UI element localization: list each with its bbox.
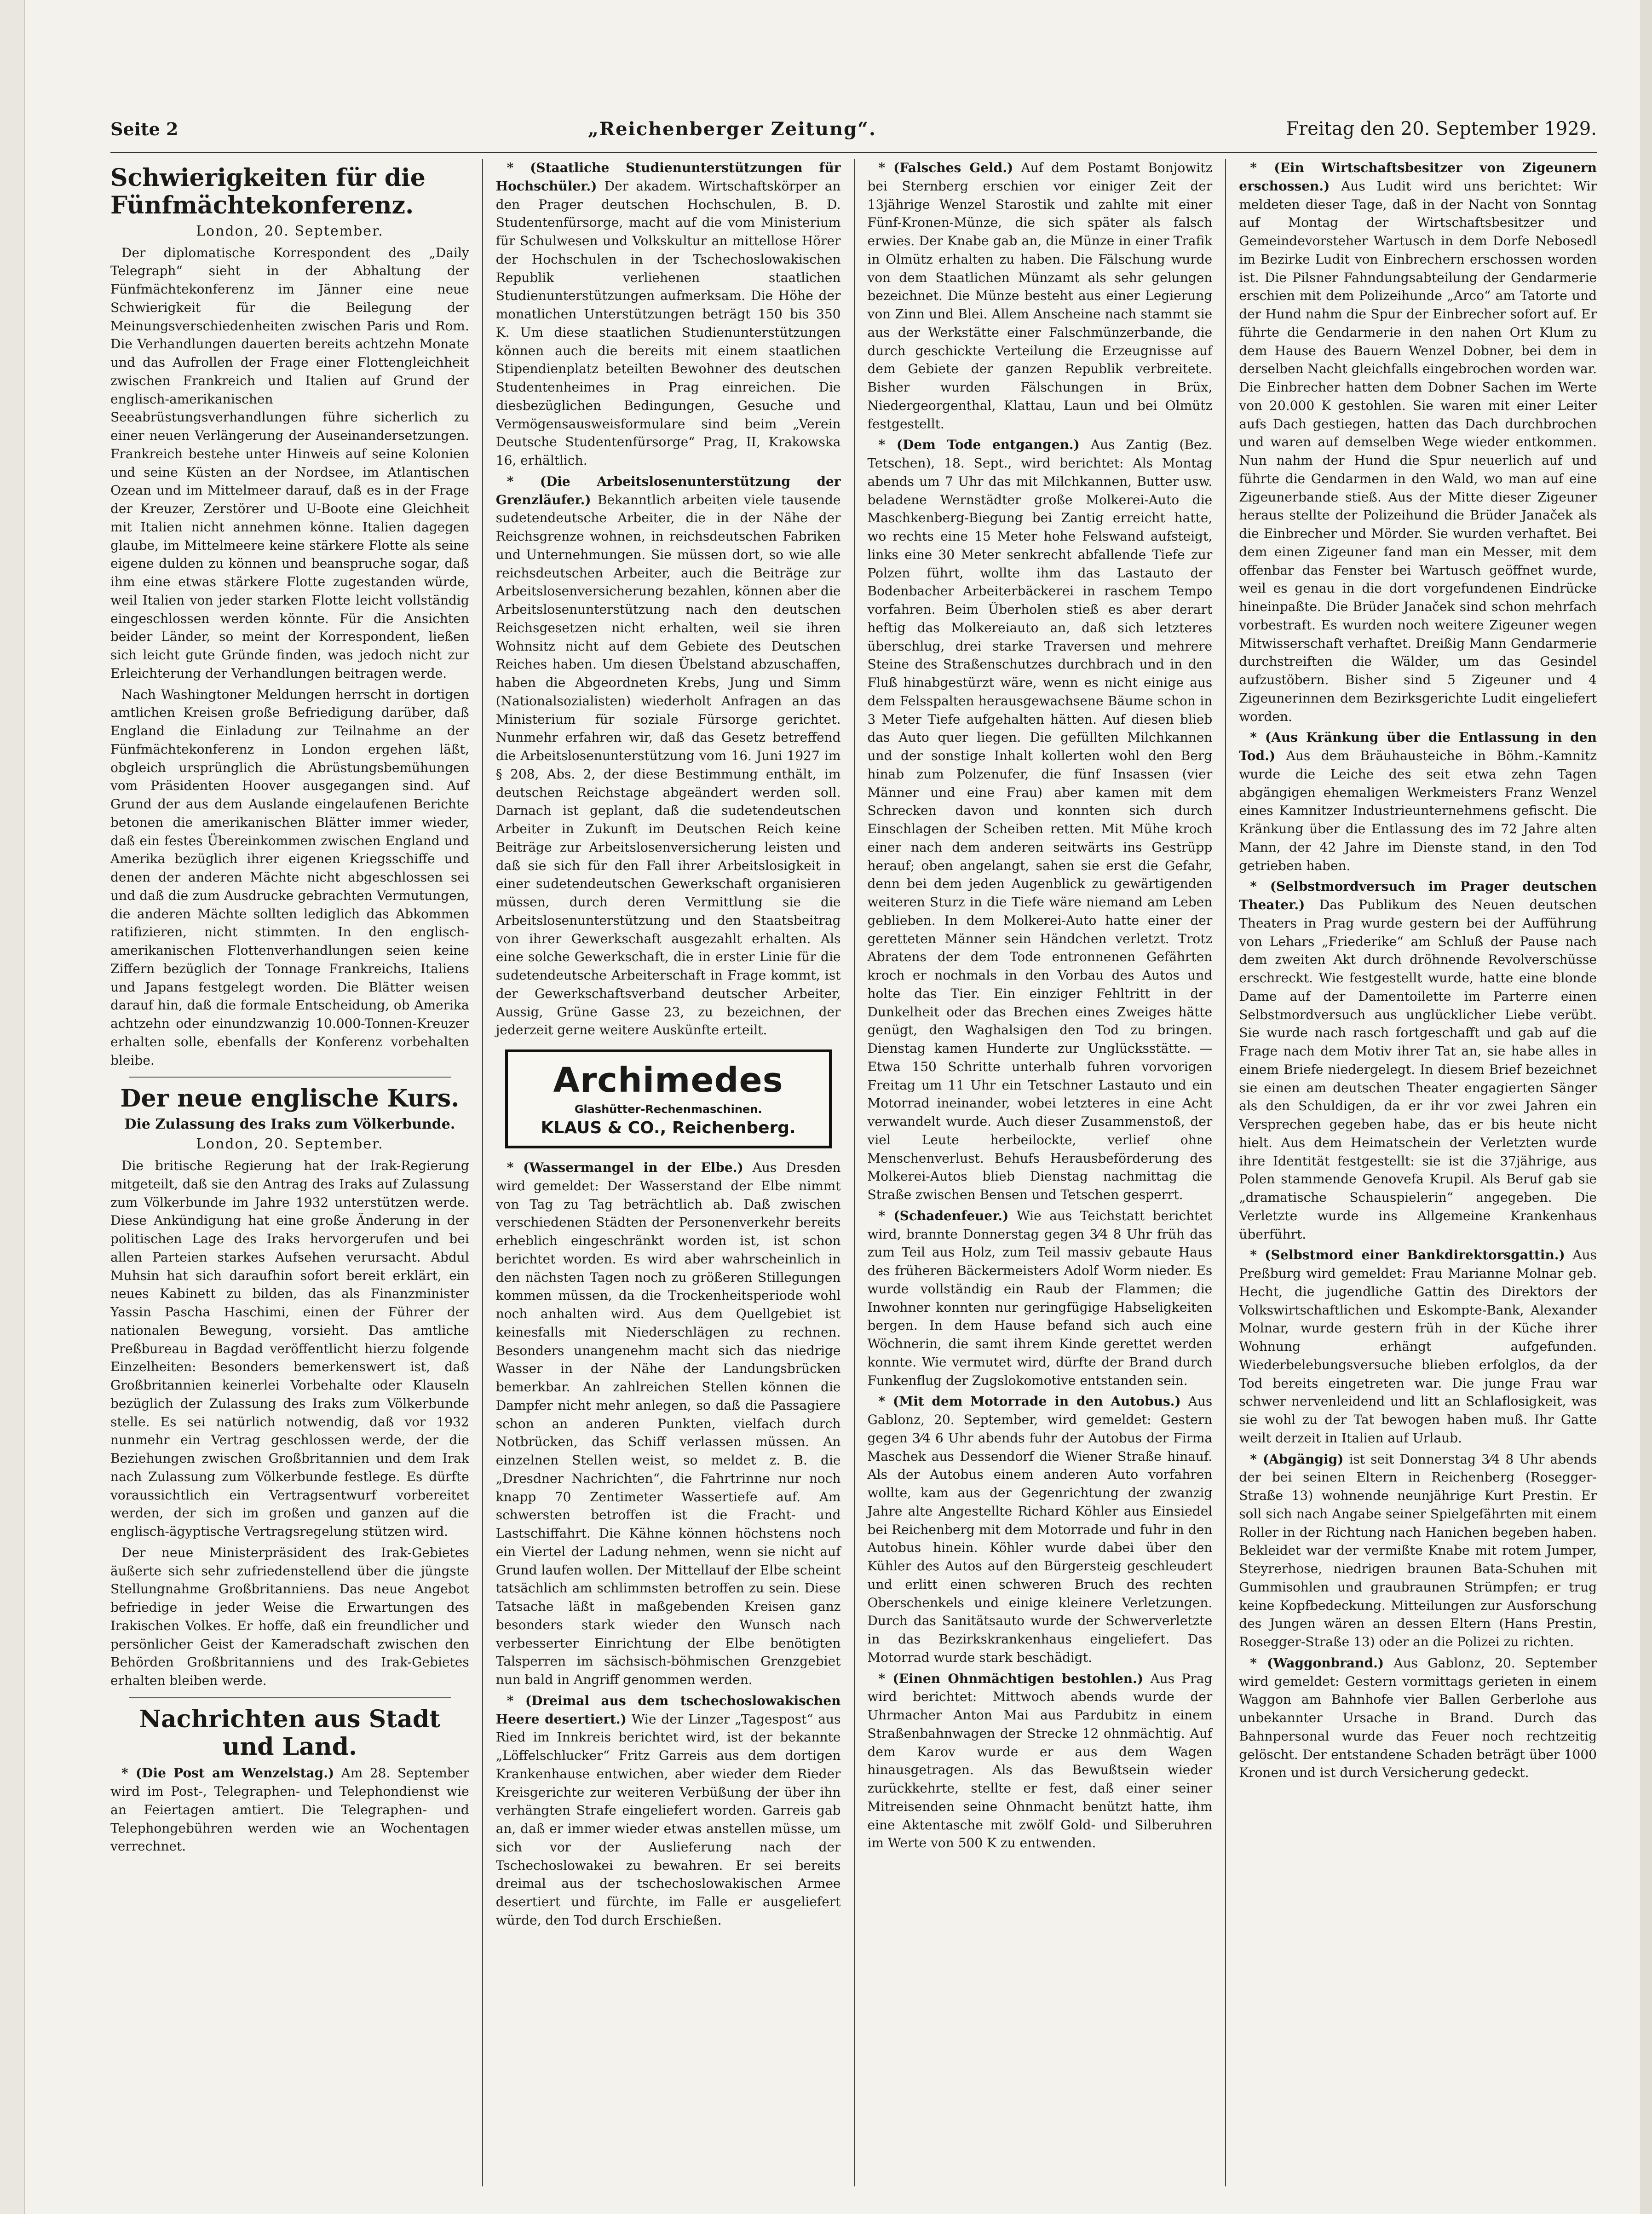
column-4 bbox=[1225, 159, 1597, 2186]
news-item-title: * (Waggonbrand.) bbox=[1250, 1655, 1384, 1671]
news-item-text: Aus Gablonz, 20. September, wird gemeldet: Gestern gegen 3⁄4 6 Uhr abends fuhr der Autobus der Firma Maschek aus Dessendorf die Wiener Straße hinauf. Als der Autobus einem anderen Auto vorfahren wollte, kam aus der Gegenrichtung der zwanzig Jahre alte Angestellte Richard Köhler aus Einsiedel bei Reichenberg mit dem Motorrade und fuhr in den Autobus hinein. Köhler wurde dabei über den Kühler des Autos auf den Bürgersteig geschleudert und erlitt einen schweren Bruch des rechten Oberschenkels und einige kleinere Verletzungen. Durch das Sanitätsauto wurde der Schwerverletzte in das Bezirkskrankenhaus eingeliefert. Das Motorrad wurde stark beschädigt. bbox=[867, 1394, 1213, 1665]
advertisement-box bbox=[505, 1049, 832, 1148]
column-1 bbox=[110, 159, 482, 2186]
columns bbox=[110, 159, 1597, 2186]
article-headline: Der neue englische Kurs. bbox=[120, 1084, 460, 1113]
left-scan-margin bbox=[0, 0, 25, 2214]
news-item bbox=[110, 1764, 469, 1856]
news-item-text: Aus Preßburg wird gemeldet: Frau Marianne Molnar geb. Hecht, die jugendliche Gattin des Direktors der Volkswirtschaftlichen und Eskompte-Bank, Alexander Molnar, wurde gestern früh in der Küche ihrer Wohnung erhängt aufgefunden. Wiederbelebungsversuche blieben erfolglos, da der Tod bereits eingetreten war. Die junge Frau war schwer nervenleidend und litt an Schlaflosigkeit, was sie wohl zu der Tat bewogen haben muß. Ihr Gatte weilt derzeit in Italien auf Urlaub. bbox=[1239, 1247, 1597, 1446]
news-item-title: * (Ein Wirtschaftsbesitzer von Zigeunern erschossen.) bbox=[1239, 160, 1597, 194]
news-item bbox=[868, 1207, 1213, 1390]
news-item-text: Aus Prag wird berichtet: Mittwoch abends wurde der Uhrmacher Anton Mai aus Pardubitz in einem Straßenbahnwagen der Strecke 12 ohnmächtig. Auf dem Karov wurde er aus dem Wagen hinausgetragen. Als das Bewußtsein wieder zurückkehrte, stellte er fest, daß einer seiner Mitreisenden seine Ohnmacht benützt hatte, ihm eine Aktentasche mit zwölf Gold- und Silberuhren im Werte von 500 K zu entwenden. bbox=[867, 1671, 1213, 1851]
news-item bbox=[496, 1159, 841, 1689]
article-paragraph: Der neue Ministerpräsident des Irak-Gebietes äußerte sich sehr zufriedenstellend über die jüngste Stellungnahme Großbritanniens. Das neue Angebot befriedige in jeder Weise die Erwartungen des Irakischen Volkes. Er hoffe, daß ein freundlicher und persönlicher Geist der Kameradschaft zwischen den Behörden Großbritanniens und des Irak-Gebietes erhalten bleiben werde. bbox=[110, 1545, 469, 1689]
article-dateline: London, 20. September. bbox=[196, 1136, 384, 1153]
article-paragraph: Der diplomatische Korrespondent des „Daily Telegraph“ sieht in der Abhaltung der Fünfmächtekonferenz im Jänner eine neue Schwierigkeit für die Beilegung der Meinungsverschiedenheiten zwischen Paris und Rom. Die Verhandlungen dauerten bereits achtzehn Monate und das Aufrollen der Frage einer Flottengleichheit zwischen Frankreich und Italien auf Grund der englisch-amerikanischen Seeabrüstungsverhandlungen führe sicherlich zu einer neuen Verlängerung der Auseinandersetzungen. Frankreich bestehe unter Hinweis auf seine Kolonien und seine Küsten an der Nordsee, im Atlantischen Ozean und im Mittelmeer darauf, daß es in der Frage der Kreuzer, Zerstörer und U-Boote eine Gleichheit mit Italien nicht annehmen könne. Italien dagegen glaube, im Mittelmeere keine stärkere Flotte als seine eigene dulden zu können und beanspruche sogar, daß ihm eine etwas stärkere Flotte zugestanden würde, weil Italien von jeder starken Flotte leicht vollständig eingeschlossen werden könnte. Für die Ansichten beider Länder, so meint der Korrespondent, ließen sich leicht gute Gründe finden, was jedoch nicht zur Erleichterung der Verhandlungen beitragen werde. bbox=[110, 245, 469, 681]
news-item-title: * (Falsches Geld.) bbox=[878, 160, 1013, 175]
news-item-text: Aus Zantig (Bez. Tetschen), 18. Sept., wird berichtet: Als Montag abends um 7 Uhr das mit Milchkannen, Butter usw. beladene Wernstädter große Molkerei-Auto die Maschkenberg-Biegung bei Zantig erreicht hatte, wo rechts eine 15 Meter hohe Felswand aufsteigt, links eine 30 Meter senkrecht abfallende Tiefe zur Polzen führt, wollte ihm das Lastauto der Bodenbacher Arbeiterbäckerei in raschem Tempo vorfahren. Beim Überholen stieß es aber derart heftig das Molkereiauto an, daß sich letzteres überschlug, drei starke Traversen und mehrere Steine des Straßenschutzes durchbrach und in den Fluß hinabgestürzt wäre, wenn es nicht einige aus dem Felsspalten herausgewachsene Bäume schon in 3 Meter Tiefe aufgehalten hätten. Auf diesen blieb das Auto quer liegen. Die gefüllten Milchkannen und der sonstige Inhalt kollerten wohl den Berg hinab zum Polzenufer, die fünf Insassen (vier Männer und eine Frau) aber kamen mit dem Schrecken davon und konnten sich durch Einschlagen der Scheiben retten. Mit Mühe kroch einer nach dem anderen seitwärts ins Gestrüpp herauf; oben angelangt, sahen sie erst die Gefahr, denn bei dem jeden Augenblick zu gewärtigenden weiteren Sturz in die Tiefe wäre niemand am Leben geblieben. In dem Molkerei-Auto hatte einer der geretteten Männer sein Händchen verletzt. Trotz Abratens der dem Tode entronnenen Gefährten kroch er nochmals in den Vorbau des Autos und holte das Tier. Ein einziger Fehltritt in der Dunkelheit oder das Brechen eines Zweiges hätte genügt, den Waghalsigen den Tod zu bringen. Dienstag kamen Hunderte zur Unglücksstätte. — Etwa 150 Schritte unterhalb fuhren vorvorigen Freitag um 11 Uhr ein Tetschner Lastauto und ein Motorrad ineinander, wobei letzteres in eine Acht verwandelt wurde. Auch dieser Zusammenstoß, der viel Leute herbeilockte, verlief ohne Menschenverlust. Behufs Herausbeförderung des Molkerei-Autos blieb Dienstag nachmittag die Straße zwischen Bensen und Tetschen gesperrt. bbox=[867, 437, 1213, 1202]
news-item bbox=[868, 436, 1213, 1204]
article-dateline: London, 20. September. bbox=[196, 223, 384, 239]
ad-company-line: KLAUS & CO., Reichenberg. bbox=[541, 1119, 796, 1137]
news-item-text: Wie der Linzer „Tagespost“ aus Ried im Innkreis berichtet wird, ist der bekannte „Löffelschlucker“ Fritz Garreis aus dem dortigen Krankenhause entwichen, aber wieder dem Rieder Kreisgerichte zur weiteren Verbüßung der über ihn verhängten Strafe eingeliefert worden. Garreis gab an, daß er immer wieder etwas anstellen müsse, um sich vor der Auslieferung nach der Tschechoslowakei zu bewahren. Er sei bereits dreimal aus der tschechoslowakischen Armee desertiert und fürchte, im Falle er ausgeliefert würde, den Tod durch Erschießen. bbox=[495, 1711, 841, 1928]
article-separator bbox=[129, 1697, 451, 1698]
news-item bbox=[1239, 159, 1597, 726]
article-subheadline: Die Zulassung des Iraks zum Völkerbunde. bbox=[124, 1116, 455, 1133]
news-item-title: * (Schadenfeuer.) bbox=[878, 1208, 1009, 1223]
news-item-title: * (Aus Kränkung über die Entlassung in den Tod.) bbox=[1239, 730, 1597, 763]
section-headline: Nachrichten aus Stadt und Land. bbox=[139, 1705, 441, 1761]
news-item-text: Bekanntlich arbeiten viele tausende sudetendeutsche Arbeiter, die in der Nähe der Reichsgrenze wohnen, in reichsdeutschen Fabriken und Unternehmungen. Sie müssen dort, so wie alle reichsdeutschen Arbeiter, auch die Beiträge zur Arbeitslosenversicherung bezahlen, können aber die Arbeitslosenunterstützung nach den deutschen Reichsgesetzen nicht erhalten, weil sie ihren Wohnsitz nicht auf dem Gebiete des Deutschen Reiches haben. Um diesen Übelstand abzuschaffen, haben die Abgeordneten Krebs, Jung und Simm (Nationalsozialisten) wiederholt Anfragen an das Ministerium für soziale Fürsorge gerichtet. Nunmehr erfahren wir, daß das Gesetz betreffend die Arbeitslosenunterstützung vom 16. Juni 1927 im § 208, Abs. 2, der diese Bestimmung enthält, im deutschen Reichstage abgeändert werden soll. Darnach ist geplant, daß die sudetendeutschen Arbeiter in Zukunft im Deutschen Reich keine Beiträge zur Arbeitslosenversicherung leisten und daß sie sich für den Fall ihrer Arbeitslosigkeit in einer sudetendeutschen Gewerkschaft organisieren müssen, durch deren Vermittlung sie die Arbeitslosenunterstützung und den Staatsbeitrag von ihrer Gewerkschaft ausgezahlt erhalten. Als eine solche Gewerkschaft, die in erster Linie für die sudetendeutsche Arbeiterschaft in Frage kommt, ist der Gewerkschaftsverband deutscher Arbeiter, Aussig, Grüne Gasse 23, zu bezeichnen, der jederzeit gerne weitere Auskünfte erteilt. bbox=[495, 492, 841, 1038]
news-item-title: * (Selbstmord einer Bankdirektorsgattin.) bbox=[1250, 1247, 1565, 1263]
article-separator bbox=[129, 1077, 451, 1078]
news-item-text: Aus Dresden wird gemeldet: Der Wasserstand der Elbe nimmt von Tag zu Tag beträchtlich ab. Daß zwischen verschiedenen Städten der Personenverkehr bereits erheblich eingeschränkt worden ist, ist schon berichtet worden. Es wird aber wahrscheinlich in den nächsten Tagen noch zu größeren Stillegungen kommen müssen, da die Trockenheitsperiode wohl noch anhalten wird. Aus dem Quellgebiet ist keinesfalls mit Niederschlägen zu rechnen. Besonders unangenehm macht sich das niedrige Wasser in der Nähe der Landungsbrücken bemerkbar. An zahlreichen Stellen können die Dampfer nicht mehr anlegen, so daß die Passagiere schon an anderen Punkten, vielfach durch Notbrücken, das Schiff verlassen müssen. An einzelnen Stellen weist, so meldet z. B. die „Dresdner Nachrichten“, die Fahrtrinne nur noch knapp 70 Zentimeter Wassertiefe auf. Am schwersten betroffen ist die Fracht- und Lastschiffahrt. Die Kähne können höchstens noch ein Viertel der Ladung nehmen, wenn sie nicht auf Grund laufen wollen. Der Mittellauf der Elbe scheint tatsächlich am schlimmsten betroffen zu sein. Diese Tatsache läßt in maßgebenden Kreisen ganz besonders stark wieder den Wunsch nach verbesserter Einrichtung der Elbe benötigten Talsperren im sächsisch-böhmischen Grenzgebiet nun bald in Angriff genommen werden. bbox=[495, 1160, 841, 1687]
ad-brand: Archimedes bbox=[553, 1061, 783, 1100]
news-item bbox=[496, 1692, 841, 1930]
news-item bbox=[1239, 877, 1597, 1243]
news-item bbox=[496, 159, 841, 470]
column-2 bbox=[482, 159, 854, 2186]
column-3 bbox=[854, 159, 1226, 2186]
news-item-text: Der akadem. Wirtschaftskörper an den Prager deutschen Hochschulen, B. D. Studentenfürsorge, macht auf die vom Ministerium für Schulwesen und Volkskultur an mittellose Hörer der Hochschulen in der Tschechoslowakischen Republik verliehenen staatlichen Studienunterstützungen aufmerksam. Die Höhe der monatlichen Unterstützungen beträgt 150 bis 350 K. Um diese staatlichen Studienunterstützungen können auch die bereits mit einem staatlichen Stipendienplatz beteilten Bewohner des deutschen Studentenheimes in Prag einreichen. Die diesbezüglichen Bedingungen, Gesuche und Vermögensausweisformulare sind beim „Verein Deutsche Studentenfürsorge“ Prag, II, Krakowska 16, erhältlich. bbox=[495, 178, 841, 468]
news-item-text: Aus Ludit wird uns berichtet: Wir meldeten dieser Tage, daß in der Nacht von Sonntag auf Montag der Wirtschaftsbesitzer und Gemeindevorsteher Wartusch in dem Dorfe Nebosedl im Bezirke Ludit von Einbrechern erschossen worden ist. Die Pilsner Fahndungsabteilung der Gendarmerie erschien mit dem Polizeihunde „Arco“ am Tatorte und der Hund nahm die Spur der Einbrecher sofort auf. Er führte die Gendarmerie in den nahen Ort Klum zu dem Hause des Bauern Wenzel Dobner, bei dem in derselben Nacht gleichfalls eingebrochen worden war. Die Einbrecher hatten dem Dobner Sachen im Werte von 20.000 K gestohlen. Sie waren mit einer Leiter aufs Dach gestiegen, hatten das Dach durchbrochen und waren auf demselben Wege wieder entkommen. Nun nahm der Hund die Spur neuerlich auf und führte die Gendarmen in den Wald, wo man auf eine Zigeunerbande stieß. Aus der Mitte dieser Zigeuner heraus stellte der Polizeihund die Brüder Janaček als die Einbrecher und Mörder. Sie wurden verhaftet. Bei dem einen Zigeuner fand man ein Messer, mit dem offenbar das Fenster bei Wartusch geöffnet wurde, weil es genau in die dort vorgefundenen Eindrücke hineinpaßte. Die Brüder Janaček sind schon mehrfach vorbestraft. Es wurden noch weitere Zigeuner wegen Mitwisserschaft verhaftet. Dreißig Mann Gendarmerie durchstreiften die Wälder, um das Gesindel aufzustöbern. Bisher sind 5 Zigeuner und 4 Zigeunerinnen dem Bezirksgerichte Ludit eingeliefert worden. bbox=[1239, 178, 1597, 724]
news-item-title: * (Abgängig) bbox=[1250, 1451, 1344, 1467]
article-headline: Schwierigkeiten für die Fünfmächtekonferenz. bbox=[110, 164, 426, 219]
news-item-text: Wie aus Teichstatt berichtet wird, brannte Donnerstag gegen 3⁄4 8 Uhr früh das zum Teil aus Holz, zum Teil massiv gebaute Haus des früheren Bäckermeisters Adolf Worm nieder. Es wurde vollständig ein Raub der Flammen; die Inwohner konnten nur geringfügige Habseligkeiten bergen. In dem Hause befand sich auch eine Wöchnerin, die samt ihrem Kinde gerettet werden konnte. Wie vermutet wird, dürfte der Brand durch Funkenflug der Zugslokomotive entstanden sein. bbox=[867, 1208, 1213, 1388]
news-item bbox=[1239, 1246, 1597, 1447]
news-item-text: Aus dem Bräuhausteiche in Böhm.-Kamnitz wurde die Leiche des seit etwa zehn Tagen abgängigen ehemaligen Werkmeisters Franz Wenzel eines Kamnitzer Industrieunternehmens gefischt. Die Kränkung über die Entlassung des im 72 Jahre alten Mann, der 42 Jahre im Dienste stand, in den Tod getrieben haben. bbox=[1239, 748, 1597, 873]
news-item-title: * (Dem Tode entgangen.) bbox=[878, 437, 1080, 453]
news-item bbox=[868, 1392, 1213, 1666]
ad-product-line: Glashütter-Rechenmaschinen. bbox=[574, 1103, 762, 1116]
page-number: Seite 2 bbox=[110, 118, 178, 139]
news-item bbox=[868, 159, 1213, 433]
news-item-text: Das Publikum des Neuen deutschen Theaters in Prag wurde gestern bei der Aufführung von Lehars „Friederike“ am Schluß der Pause nach dem zweiten Akt durch dröhnende Revolverschüsse erschreckt. Wie festgestellt wurde, hatte eine blonde Dame auf der Damentoilette im Parterre einen Selbstmordversuch aus unglücklicher Liebe verübt. Sie wurde nach rasch fortgeschafft und gab auf die Frage nach dem Motiv ihrer Tat an, sie habe alles in einem Briefe niedergelegt. In diesem Brief bezeichnet sie einen am deutschen Theater engagierten Sänger als den Schuldigen, da er ihr vor zwei Jahren ein Versprechen gegeben habe, das er bis heute nicht hielt. Aus dem Heimatschein der Verletzten wurde ihre Identität festgestellt: sie ist die 37jährige, aus Polen stammende Genovefa Krupil. Als Beruf gab sie „dramatische Schauspielerin“ angegeben. Die Verletzte wurde ins Allgemeine Krankenhaus überführt. bbox=[1239, 897, 1597, 1242]
news-item bbox=[868, 1670, 1213, 1853]
article-paragraph: Die britische Regierung hat der Irak-Regierung mitgeteilt, daß sie den Antrag des Iraks auf Zulassung zum Völkerbunde im Jahre 1932 unterstützen werde. Diese Ankündigung hat eine große Änderung in der politischen Lage des Iraks hervorgerufen und bei allen Parteien starkes Aufsehen verursacht. Abdul Muhsin hat sich daraufhin sofort bereit erklärt, ein neues Kabinett zu bilden, das als Finanzminister Yassin Pascha Haschimi, einen der Führer der nationalen Bewegung, vorsieht. Das amtliche Preßbureau in Bagdad veröffentlicht hierzu folgende Einzelheiten: Besonders bemerkenswert ist, daß Großbritannien keinerlei Vorbehalte oder Klauseln bezüglich der Zulassung des Iraks zum Völkerbunde stelle. Es sei natürlich notwendig, daß vor 1932 nunmehr ein Vertrag geschlossen werde, der die Beziehungen zwischen Großbritannien und dem Irak nach Zulassung zum Völkerbunde festlege. Es dürfte voraussichtlich ein Vertragsentwurf vorbereitet werden, der sich im großen und ganzen auf die englisch-ägyptische Vertragsregelung stützen wird. bbox=[110, 1158, 469, 1539]
news-item-text: Auf dem Postamt Bonjowitz bei Sternberg erschien vor einiger Zeit der 13jährige Wenzel Starostik und zahlte mit einer Fünf-Kronen-Münze, die sich später als falsch erwies. Der Knabe gab an, die Münze in einer Trafik in Olmütz erhalten zu haben. Die Fälschung wurde von dem Staatlichen Münzamt als sehr gelungen bezeichnet. Die Münze besteht aus einer Legierung von Zinn und Blei. Allem Anscheine nach stammt sie aus der Werkstätte einer Falschmünzerbande, die durch geschickte Verteilung die Erzeugnisse auf dem Gebiete der ganzen Republik verbreitete. Bisher wurden Fälschungen in Brüx, Niedergeorgenthal, Klattau, Laun und bei Olmütz festgestellt. bbox=[867, 160, 1213, 432]
news-item-text: Aus Gablonz, 20. September wird gemeldet: Gestern vormittags gerieten in einem Waggon am Bahnhofe vier Ballen Gerberlohe aus unbekannter Ursache in Brand. Durch das Bahnpersonal wurde das Feuer noch rechtzeitig gelöscht. Der entstandene Schaden beträgt über 1000 Kronen und ist durch Versicherung gedeckt. bbox=[1239, 1655, 1597, 1781]
news-item bbox=[496, 473, 841, 1039]
article-paragraph: Nach Washingtoner Meldungen herrscht in dortigen amtlichen Kreisen große Befriedigung darüber, daß England die Einladung zur Teilnahme an der Fünfmächtekonferenz in London ergehen läßt, obgleich ursprünglich die Abrüstungsbemühungen vom Präsidenten Hoover ausgegangen sind. Auf Grund der aus dem Auslande eingelaufenen Berichte betonen die amerikanischen Blätter immer wieder, daß ein festes Übereinkommen zwischen England und Amerika bezüglich ihrer eigenen Kriegsschiffe und denen der anderen Mächte nicht abgeschlossen sei und daß die zum Ausdrucke gebrachten Vermutungen, die anderen Mächte sollten lediglich das Abkommen ratifizieren, nicht stimmten. In den englisch-amerikanischen Flottenverhandlungen seien keine Ziffern bezüglich der Tonnage Frankreichs, Italiens und Japans festgelegt worden. Die Blätter weisen darauf hin, daß die formale Entscheidung, ob Amerika achtzehn oder einundzwanzig 10.000-Tonnen-Kreuzer erhalten solle, ebenfalls der Konferenz vorbehalten bleibe. bbox=[110, 686, 469, 1068]
issue-date: Freitag den 20. September 1929. bbox=[1286, 118, 1597, 139]
page-header bbox=[110, 110, 1597, 147]
news-item bbox=[1239, 728, 1597, 875]
right-scan-margin bbox=[1640, 0, 1652, 2214]
news-item-title: * (Einen Ohnmächtigen bestohlen.) bbox=[878, 1671, 1144, 1686]
news-item-title: * (Selbstmordversuch im Prager deutschen Theater.) bbox=[1239, 879, 1597, 912]
news-item-title: * (Wassermangel in der Elbe.) bbox=[507, 1160, 743, 1175]
newspaper-title: „Reichenberger Zeitung“. bbox=[587, 118, 876, 140]
news-item-title: * (Dreimal aus dem tschechoslowakischen Heere desertiert.) bbox=[495, 1693, 841, 1727]
news-item-title: * (Die Post am Wenzelstag.) bbox=[121, 1765, 334, 1781]
news-item-title: * (Die Arbeitslosenunterstützung der Grenzläufer.) bbox=[495, 473, 841, 507]
header-rule bbox=[110, 152, 1597, 153]
news-item bbox=[1239, 1654, 1597, 1782]
news-item-title: * (Staatliche Studienunterstützungen für Hochschüler.) bbox=[495, 160, 841, 194]
news-item-title: * (Mit dem Motorrade in den Autobus.) bbox=[878, 1394, 1181, 1409]
news-item-text: ist seit Donnerstag 3⁄4 8 Uhr abends der bei seinen Eltern in Reichenberg (Rosegger-Straße 13) wohnende neunjährige Kurt Prestin. Er soll sich nach Angabe seiner Spielgefährten mit einem Roller in der Richtung nach Hanichen begeben haben. Bekleidet war der vermißte Knabe mit rotem Jumper, Steyrerhose, niedrigen braunen Bata-Schuhen mit Gummisohlen und graubraunen Strümpfen; er trug keine Kopfbedeckung. Mitteilungen zur Ausforschung des Jungen wären an dessen Eltern (Hans Prestin, Rosegger-Straße 13) oder an die Polizei zu richten. bbox=[1239, 1451, 1597, 1649]
news-item-text: Am 28. September wird im Post-, Telegraphen- und Telephondienst wie an Feiertagen amtiert. Die Telegraphen- und Telephongebühren werden wie an Wochentagen verrechnet. bbox=[110, 1765, 469, 1854]
news-item bbox=[1239, 1450, 1597, 1651]
